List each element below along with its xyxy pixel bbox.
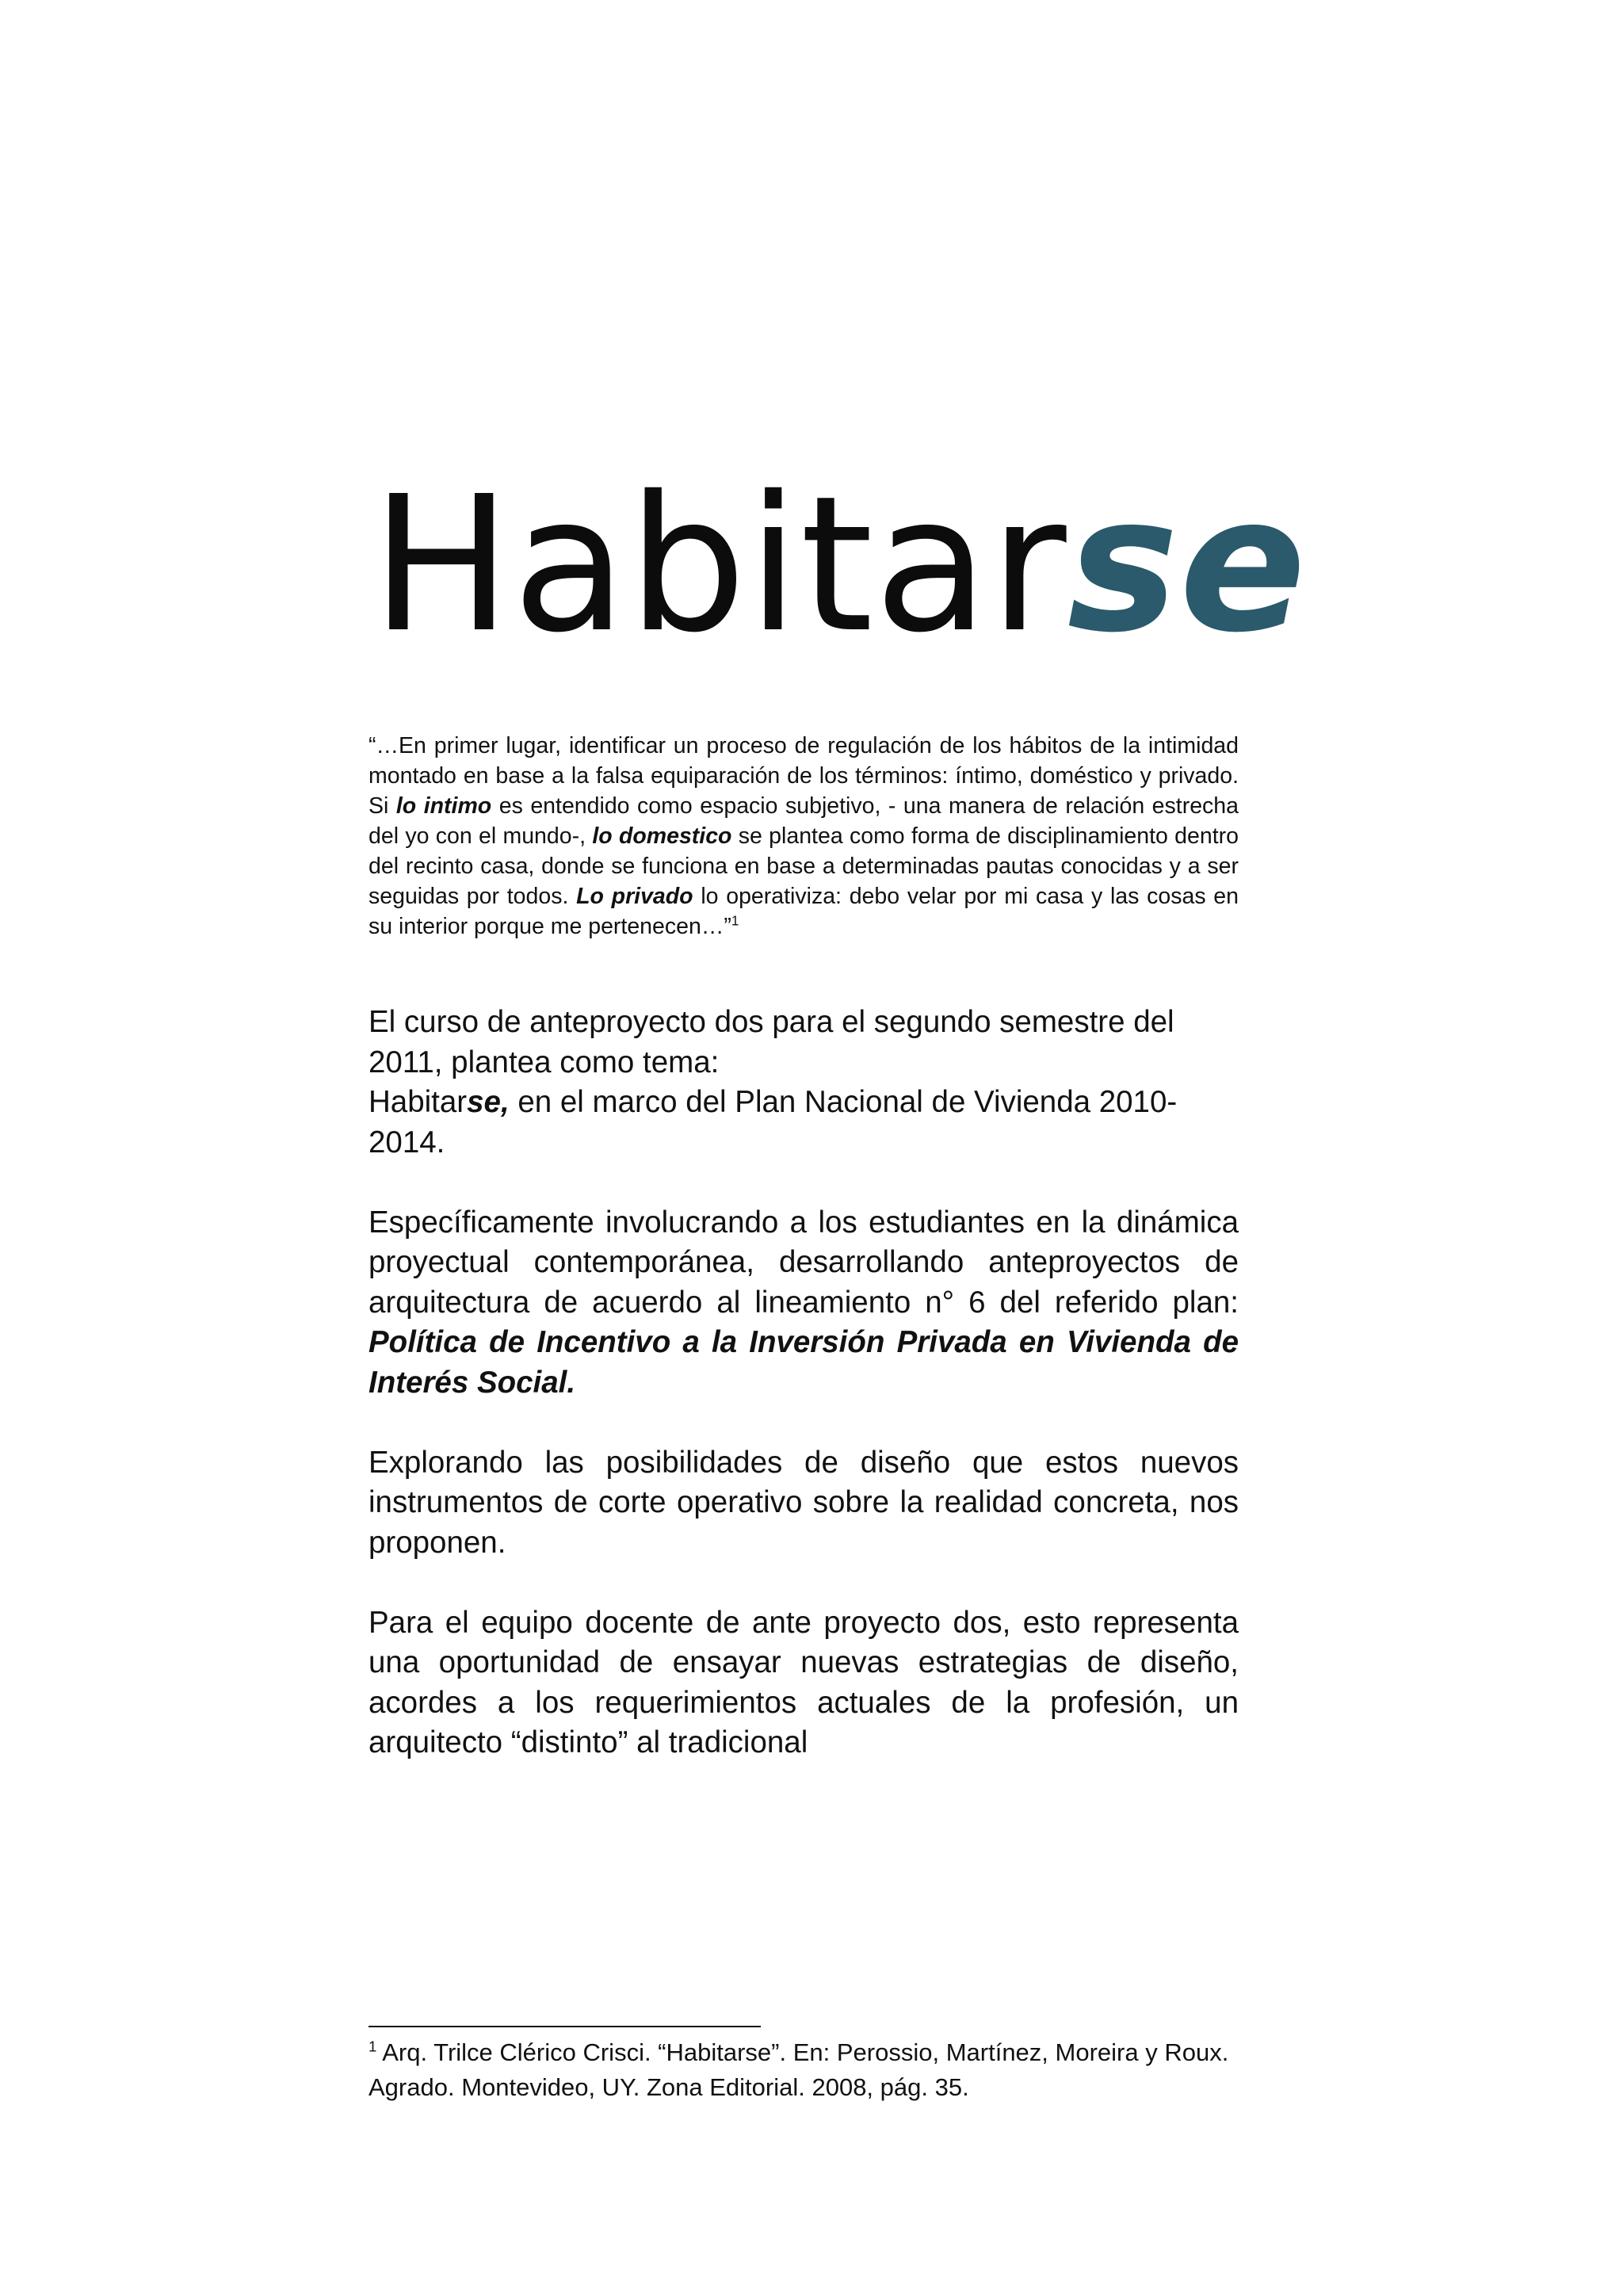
- paragraph-course-theme: [369, 1003, 1239, 1163]
- paragraph-exploring: Explorando las posibilidades de diseño que estos nuevos instrumentos de corte operativo sobre la realidad concreta, nos proponen.: [369, 1445, 1239, 1560]
- quote-segment-3: se plantea como forma de disciplinamiento dentro del recinto casa, donde se funciona en base a determinadas pautas conocidas y a ser seguidas por todos.: [369, 823, 1239, 909]
- document-title: [371, 456, 1308, 674]
- quote-term-privado: Lo privado: [576, 884, 693, 909]
- footnote-reference: 1: [731, 913, 739, 929]
- title-main: Habitar: [371, 456, 1067, 674]
- inline-habitar: Habitar: [369, 1085, 468, 1119]
- body-text: [369, 1003, 1239, 1803]
- epigraph-quote: [369, 731, 1239, 942]
- footnote-text: Arq. Trilce Clérico Crisci. “Habitarse”. En: Perossio, Martínez, Moreira y Roux. Agrado. Montevideo, UY. Zona Editorial. 2008, pág. 35.: [369, 2038, 1229, 2101]
- quote-segment-2: es entendido como espacio subjetivo, - una manera de relación estrecha del yo con el mundo-,: [369, 793, 1239, 849]
- title-accent: se: [1067, 456, 1308, 674]
- footnote-number: 1: [369, 2038, 377, 2055]
- footnote-divider: [369, 2026, 761, 2027]
- quote-term-intimo: lo intimo: [395, 793, 492, 819]
- quote-segment-1: “…En primer lugar, identificar un proceso de regulación de los hábitos de la intimidad montado en base a la falsa equiparación de los términos: íntimo, doméstico y privado. Si: [369, 733, 1239, 819]
- paragraph-specifically-text: Específicamente involucrando a los estudiantes en la dinámica proyectual contemporánea, desarrollando anteproyectos de arquitectura de acuerdo al lineamiento n° 6 del referido plan:: [369, 1205, 1239, 1320]
- footnote: [369, 2035, 1239, 2105]
- paragraph-course-line: El curso de anteproyecto dos para el segundo semestre del 2011, plantea como tema:: [369, 1005, 1174, 1079]
- policy-emphasis: Política de Incentivo a la Inversión Privada en Vivienda de Interés Social.: [369, 1325, 1239, 1400]
- quote-segment-4: lo operativiza: debo velar por mi casa y las cosas en su interior porque me pertenecen…”: [369, 884, 1239, 939]
- paragraph-teaching-team: Para el equipo docente de ante proyecto dos, esto representa una oportunidad de ensayar nuevas estrategias de diseño, acordes a los requerimientos actuales de la profesión, un arquitecto “distinto” al tradicional: [369, 1605, 1239, 1759]
- paragraph-plan-line: en el marco del Plan Nacional de Vivienda 2010-2014.: [369, 1085, 1178, 1159]
- quote-term-domestico: lo domestico: [592, 823, 732, 849]
- inline-se: se,: [467, 1085, 510, 1119]
- paragraph-specifically: [369, 1203, 1239, 1404]
